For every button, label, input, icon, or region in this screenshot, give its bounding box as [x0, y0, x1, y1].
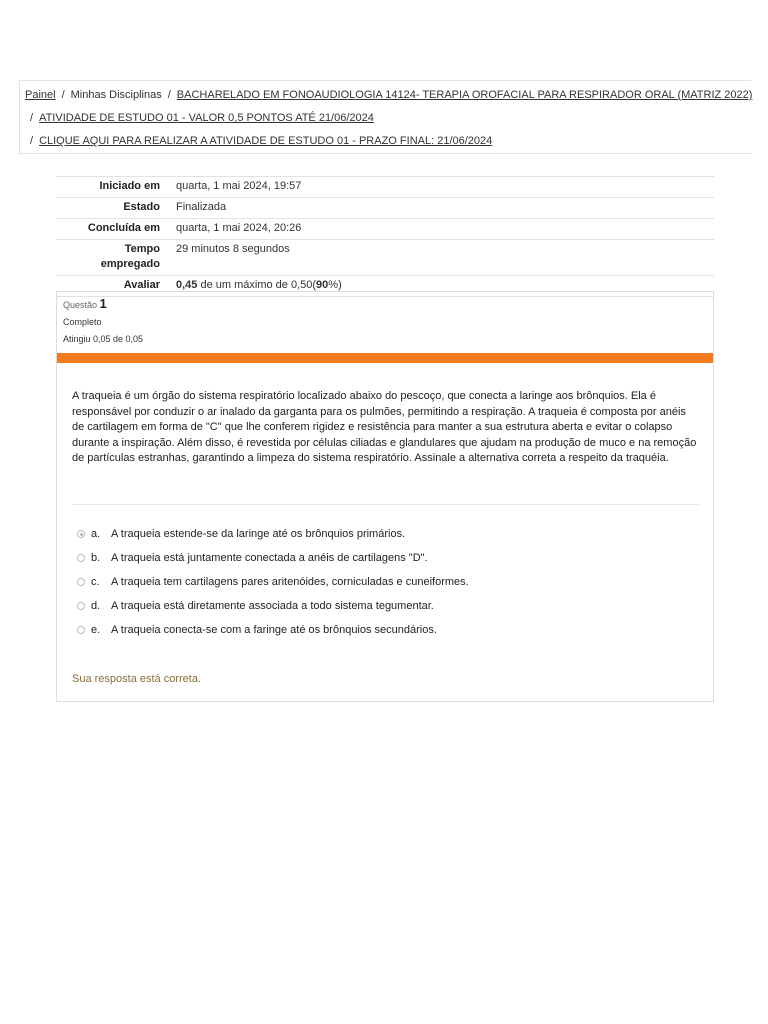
answer-option-d[interactable]	[77, 594, 697, 618]
time-label-line-2: empregado	[100, 258, 160, 270]
radio-button-icon[interactable]	[77, 602, 85, 610]
breadcrumb	[19, 80, 751, 154]
question-number-value: 1	[99, 296, 107, 311]
question-divider	[72, 504, 699, 505]
question-mark: Atingiu 0,05 de 0,05	[63, 334, 144, 344]
option-letter: e.	[91, 624, 101, 636]
breadcrumb-line-1	[25, 89, 752, 101]
summary-row-state	[56, 198, 714, 219]
option-text: A traqueia está diretamente associada a todo sistema tegumentar.	[111, 600, 434, 612]
started-value: quarta, 1 mai 2024, 19:57	[172, 177, 714, 198]
time-value: 29 minutos 8 segundos	[172, 240, 714, 276]
breadcrumb-separator: /	[167, 89, 171, 101]
breadcrumb-separator: /	[30, 112, 34, 124]
question-label: Questão	[63, 300, 98, 310]
state-label: Estado	[56, 198, 172, 219]
question-box	[56, 291, 714, 702]
option-text: A traqueia conecta-se com a faringe até os brônquios secundários.	[111, 624, 437, 636]
option-letter: a.	[91, 528, 101, 540]
summary-row-finished	[56, 219, 714, 240]
option-letter: d.	[91, 600, 101, 612]
finished-value: quarta, 1 mai 2024, 20:26	[172, 219, 714, 240]
radio-button-icon[interactable]	[77, 626, 85, 634]
breadcrumb-minhas-disciplinas: Minhas Disciplinas	[70, 89, 162, 101]
option-letter: b.	[91, 552, 101, 564]
question-number	[63, 296, 143, 311]
answer-option-e[interactable]	[77, 618, 697, 642]
time-label-line-1: Tempo	[124, 243, 160, 255]
option-text: A traqueia está juntamente conectada a anéis de cartilagens "D".	[111, 552, 428, 564]
radio-button-icon[interactable]	[77, 578, 85, 586]
answer-options	[77, 522, 697, 642]
question-text-line: de partículas estranhas, garantindo a limpeza do sistema respiratório. Assinale a alternativa correta a respeito da traquéia.	[72, 452, 669, 464]
time-label	[56, 240, 172, 276]
grade-max: de um máximo de 0,50(	[197, 279, 317, 291]
breadcrumb-line-3	[30, 135, 492, 147]
answer-option-a[interactable]	[77, 522, 697, 546]
question-text-line: de cartilagem em forma de "C" que lhe conferem rigidez e resistência para manter a sua estrutura aberta e evitar o colapso	[72, 421, 673, 433]
question-text-line: durante a inspiração. Além disso, é revestida por células ciliadas e glandulares que ajudam na produção de muco e na remoção	[72, 436, 697, 449]
grade-percent-suffix: %)	[328, 279, 342, 291]
breadcrumb-attempt-link[interactable]: CLIQUE AQUI PARA REALIZAR A ATIVIDADE DE ESTUDO 01 - PRAZO FINAL: 21/06/2024	[39, 135, 493, 147]
option-letter: c.	[91, 576, 100, 588]
question-text	[72, 389, 702, 467]
option-text: A traqueia estende-se da laringe até os brônquios primários.	[111, 528, 406, 540]
question-text-line: A traqueia é um órgão do sistema respiratório localizado abaixo do pescoço, que conecta a laringe aos brônquios. Ela é	[72, 390, 656, 402]
started-label: Iniciado em	[56, 177, 172, 198]
breadcrumb-separator: /	[30, 135, 34, 147]
question-info	[63, 296, 143, 344]
radio-button-icon[interactable]	[77, 554, 85, 562]
summary-row-started	[56, 177, 714, 198]
breadcrumb-course-link[interactable]: BACHARELADO EM FONOAUDIOLOGIA 14124- TERAPIA OROFACIAL PARA RESPIRADOR ORAL (MATRIZ 2022)	[176, 89, 753, 101]
breadcrumb-activity-link[interactable]: ATIVIDADE DE ESTUDO 01 - VALOR 0,5 PONTOS ATÉ 21/06/2024	[39, 112, 374, 124]
feedback-text: Sua resposta está correta.	[72, 673, 202, 685]
question-status: Completo	[63, 317, 102, 327]
breadcrumb-line-2	[30, 112, 374, 124]
grade-label: Avaliar	[56, 276, 172, 297]
answer-option-b[interactable]	[77, 546, 697, 570]
attempt-summary-table	[56, 176, 714, 297]
state-value: Finalizada	[172, 198, 714, 219]
question-text-line: responsável por conduzir o ar inalado da garganta para os pulmões, permitindo a respiração. A traqueia é composta por anéis	[72, 405, 686, 418]
grade-percent: 90	[316, 279, 329, 291]
breadcrumb-separator: /	[61, 89, 65, 101]
radio-button-icon[interactable]	[77, 530, 85, 538]
grade-score: 0,45	[176, 279, 198, 291]
breadcrumb-painel-link[interactable]: Painel	[25, 89, 56, 101]
question-accent-bar	[57, 353, 713, 363]
summary-row-time	[56, 240, 714, 276]
finished-label: Concluída em	[56, 219, 172, 240]
answer-option-c[interactable]	[77, 570, 697, 594]
option-text: A traqueia tem cartilagens pares aritenóides, corniculadas e cuneiformes.	[111, 576, 469, 588]
